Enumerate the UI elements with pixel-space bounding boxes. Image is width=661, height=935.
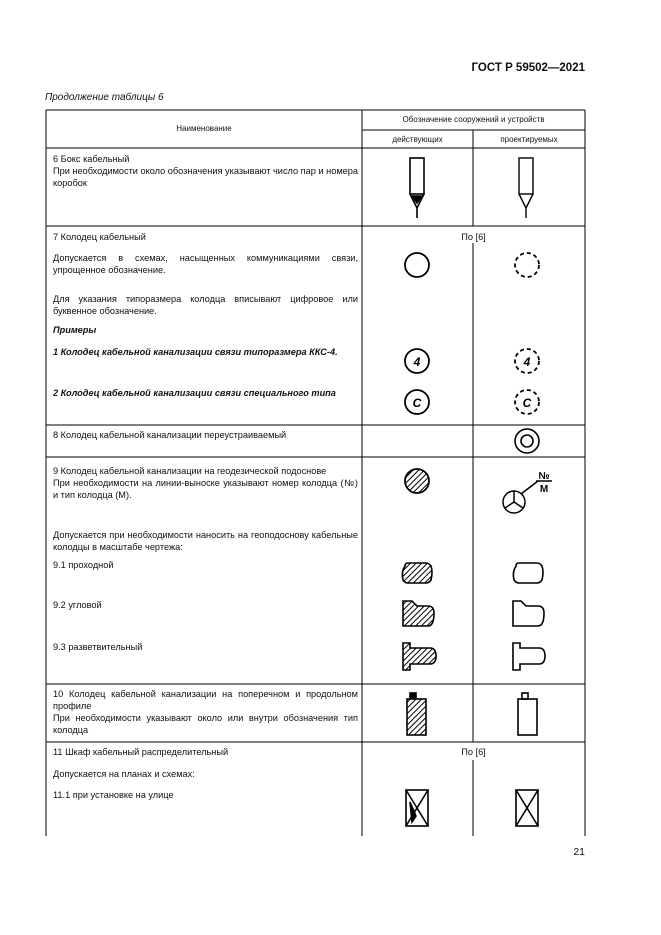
row7-examples-heading: Примеры bbox=[53, 325, 97, 335]
row9-note-scale: Допускается при необходимости наносить на геоподоснову кабельные колодцы в масштабе чертежа: bbox=[53, 530, 358, 552]
geo-manhole-existing-symbol bbox=[405, 469, 429, 493]
column-header-name: Наименование bbox=[176, 124, 232, 133]
box-existing-symbol bbox=[410, 158, 424, 218]
manhole-kks4-designed-label: 4 bbox=[523, 355, 531, 369]
row6-note: При необходимости около обозначения указывают число пар и номера коробок bbox=[53, 166, 358, 188]
manhole-number-sign: № bbox=[538, 471, 550, 482]
row7-note-size: Для указания типоразмера колодца вписывают цифровое или буквенное обозначение. bbox=[53, 294, 358, 316]
manhole-designed-symbol bbox=[515, 253, 539, 277]
page-number: 21 bbox=[573, 846, 585, 858]
row9-item-corner: 9.2 угловой bbox=[53, 600, 102, 610]
manhole-special-designed-label: С bbox=[522, 396, 532, 410]
manhole-existing-symbol bbox=[405, 253, 429, 277]
standard-number: ГОСТ Р 59502—2021 bbox=[471, 62, 585, 74]
corner-manhole-designed-symbol bbox=[513, 601, 544, 626]
manhole-type-sign: М bbox=[539, 484, 549, 495]
row10-note: При необходимости указывают около или внутри обозначения тип колодца bbox=[53, 713, 358, 735]
profile-manhole-existing-symbol bbox=[407, 693, 426, 735]
row9-item-passage: 9.1 проходной bbox=[53, 560, 114, 570]
manhole-kks4-existing-label: 4 bbox=[413, 355, 421, 369]
row8-title: 8 Колодец кабельной канализации переустраиваемый bbox=[53, 430, 287, 440]
passage-manhole-existing-symbol bbox=[402, 563, 432, 583]
row11-item-outdoor: 11.1 при установке на улице bbox=[53, 790, 174, 800]
row7-example-2: 2 Колодец кабельной канализации связи специального типа bbox=[53, 388, 336, 398]
row7-example-1: 1 Колодец кабельной канализации связи типоразмера ККС-4. bbox=[53, 347, 338, 357]
manhole-special-existing-label: С bbox=[412, 396, 422, 410]
box-designed-symbol bbox=[519, 158, 533, 218]
row11-note: Допускается на планах и схемах: bbox=[53, 769, 195, 779]
cabinet-outdoor-existing-symbol bbox=[406, 790, 428, 826]
branch-manhole-existing-symbol bbox=[403, 643, 436, 670]
row9-title: 9 Колодец кабельной канализации на геодезической подоснове bbox=[53, 466, 327, 476]
row9-note: При необходимости на линии-выноске указывают номер колодца (№) и тип колодца (М). bbox=[53, 478, 358, 500]
column-header-designation: Обозначение сооружений и устройств bbox=[402, 115, 545, 124]
profile-manhole-designed-symbol bbox=[518, 693, 537, 735]
branch-manhole-designed-symbol bbox=[513, 643, 545, 670]
row6-title: 6 Бокс кабельный bbox=[53, 154, 130, 164]
row7-note-simplified: Допускается в схемах, насыщенных коммуникациями связи, упрощенное обозначение. bbox=[53, 253, 358, 275]
row7-title: 7 Колодец кабельный bbox=[53, 232, 146, 242]
row11-reference: По [6] bbox=[461, 747, 486, 757]
cabinet-outdoor-designed-symbol bbox=[516, 790, 538, 826]
row10-title: 10 Колодец кабельной канализации на поперечном и продольном профиле bbox=[53, 689, 358, 711]
passage-manhole-designed-symbol bbox=[513, 563, 543, 583]
corner-manhole-existing-symbol bbox=[403, 601, 434, 626]
table-continuation-caption: Продолжение таблицы 6 bbox=[45, 92, 164, 103]
row7-reference: По [6] bbox=[461, 232, 486, 242]
column-header-existing: действующих bbox=[392, 135, 443, 144]
column-header-designed: проектируемых bbox=[500, 135, 558, 144]
row11-title: 11 Шкаф кабельный распределительный bbox=[53, 747, 229, 757]
row9-item-branch: 9.3 разветвительный bbox=[53, 642, 143, 652]
manhole-rebuilt-designed-symbol bbox=[515, 429, 539, 453]
